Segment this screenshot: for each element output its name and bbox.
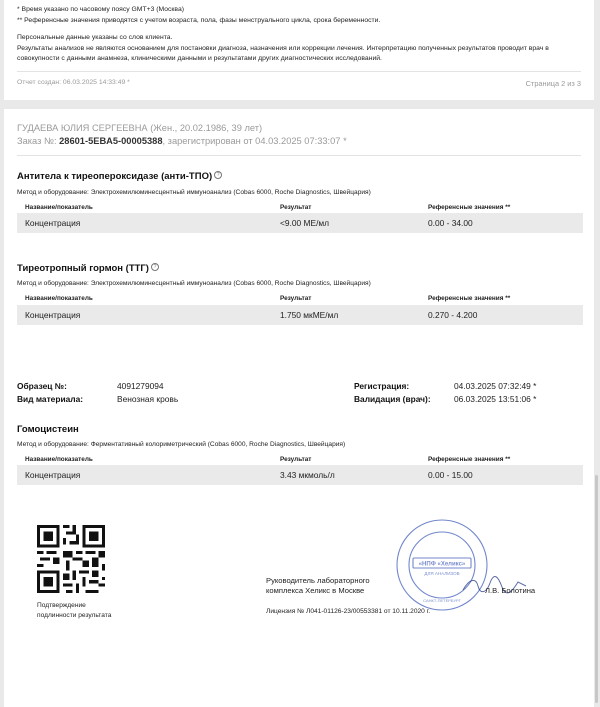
test-title <box>17 263 159 274</box>
row-reference: 0.270 - 4.200 <box>428 310 478 320</box>
report-created: Отчет создан: 06.03.2025 14:33:49 * <box>17 79 130 86</box>
registration-value: 04.03.2025 07:32:49 * <box>454 381 537 391</box>
reference-note: ** Референсные значения приводятся с учетом возраста, пола, фазы менструального цикла, срока беременности. <box>17 17 381 24</box>
svg-text:САНКТ-ПЕТЕРБУРГ: САНКТ-ПЕТЕРБУРГ <box>423 598 461 603</box>
col-result-header: Результат <box>280 295 312 302</box>
order-number: 28601-5EBA5-00005388 <box>59 136 163 146</box>
test-method: Метод и оборудование: Электрохемилюминесцентный иммуноанализ (Cobas 6000, Roche Diagnostics, Швейцария) <box>17 280 371 287</box>
row-reference: 0.00 - 34.00 <box>428 218 473 228</box>
qr-code[interactable] <box>37 525 105 593</box>
disclaimer-note: Результаты анализов не являются основанием для постановки диагноза, назначения или коррекции лечения. Интерпретацию полученных результатов проводит врач в совокупности с данными анамнеза, клиническими данными и результатами других диагностических исследований. <box>17 45 549 62</box>
row-result: 3.43 мкмоль/л <box>280 470 335 480</box>
test-method: Метод и оборудование: Ферментативный колориметрический (Cobas 6000, Roche Diagnostics, Швейцария) <box>17 441 346 448</box>
col-name-header: Название/показатель <box>25 295 93 302</box>
table-row <box>17 305 583 325</box>
row-name: Концентрация <box>25 218 81 228</box>
material-label: Вид материала: <box>17 394 84 404</box>
lab-head <box>266 576 370 595</box>
info-icon[interactable]: ? <box>214 171 222 179</box>
order-registered: , зарегистрирован от 04.03.2025 07:33:07 * <box>162 136 347 146</box>
test-title-text: Гомоцистеин <box>17 424 79 435</box>
col-reference-header: Референсные значения ** <box>428 295 511 302</box>
divider <box>17 71 581 72</box>
row-name: Концентрация <box>25 470 81 480</box>
patient-info: ГУДАЕВА ЮЛИЯ СЕРГЕЕВНА (Жен., 20.02.1986, 39 лет) <box>17 123 263 133</box>
sample-label: Образец №: <box>17 381 67 391</box>
material-value: Венозная кровь <box>117 394 179 404</box>
info-icon[interactable]: ? <box>151 263 159 271</box>
svg-text:«НПФ «Хеликс»: «НПФ «Хеликс» <box>418 561 466 568</box>
license: Лицензия № Л041-01126-23/00553381 от 10.11.2020 г. <box>266 608 431 615</box>
order-prefix: Заказ №: <box>17 136 57 146</box>
registration-label: Регистрация: <box>354 381 410 391</box>
row-reference: 0.00 - 15.00 <box>428 470 473 480</box>
table-row <box>17 213 583 233</box>
col-result-header: Результат <box>280 456 312 463</box>
col-name-header: Название/показатель <box>25 204 93 211</box>
validation-value: 06.03.2025 13:51:06 * <box>454 394 537 404</box>
col-reference-header: Референсные значения ** <box>428 204 511 211</box>
divider <box>17 155 581 156</box>
test-title <box>17 424 79 435</box>
lab-stamp <box>395 518 489 612</box>
qr-caption <box>37 601 111 620</box>
personal-data-note: Персональные данные указаны со слов клиента. <box>17 34 173 41</box>
test-method: Метод и оборудование: Электрохемилюминесцентный иммуноанализ (Cobas 6000, Roche Diagnostics, Швейцария) <box>17 189 371 196</box>
test-title-text: Антитела к тиреопероксидазе (анти-ТПО) <box>17 171 213 182</box>
qr-caption-line: Подтверждение <box>37 602 86 609</box>
svg-text:ДЛЯ АНАЛИЗОВ: ДЛЯ АНАЛИЗОВ <box>424 571 460 576</box>
col-name-header: Название/показатель <box>25 456 93 463</box>
row-result: 1.750 мкМЕ/мл <box>280 310 339 320</box>
validation-label: Валидация (врач): <box>354 394 431 404</box>
current-page <box>4 109 594 707</box>
col-result-header: Результат <box>280 204 312 211</box>
lab-head-line: Руководитель лабораторного <box>266 576 370 585</box>
previous-page <box>4 0 594 100</box>
lab-head-line: комплекса Хеликс в Москве <box>266 585 365 595</box>
scrollbar[interactable] <box>595 475 598 703</box>
col-reference-header: Референсные значения ** <box>428 456 511 463</box>
row-name: Концентрация <box>25 310 81 320</box>
sample-value: 4091279094 <box>117 381 164 391</box>
qr-caption-line: подлинности результата <box>37 611 112 619</box>
test-title <box>17 171 222 182</box>
page-number: Страница 2 из 3 <box>525 79 581 88</box>
test-title-text: Тиреотропный гормон (ТТГ) <box>17 263 149 274</box>
table-row <box>17 465 583 485</box>
signer-name: Л.В. Болотина <box>485 586 536 595</box>
order-info <box>17 136 347 146</box>
timezone-note: * Время указано по часовому поясу GMT+3 (Москва) <box>17 6 184 13</box>
row-result: <9.00 МЕ/мл <box>280 218 330 228</box>
